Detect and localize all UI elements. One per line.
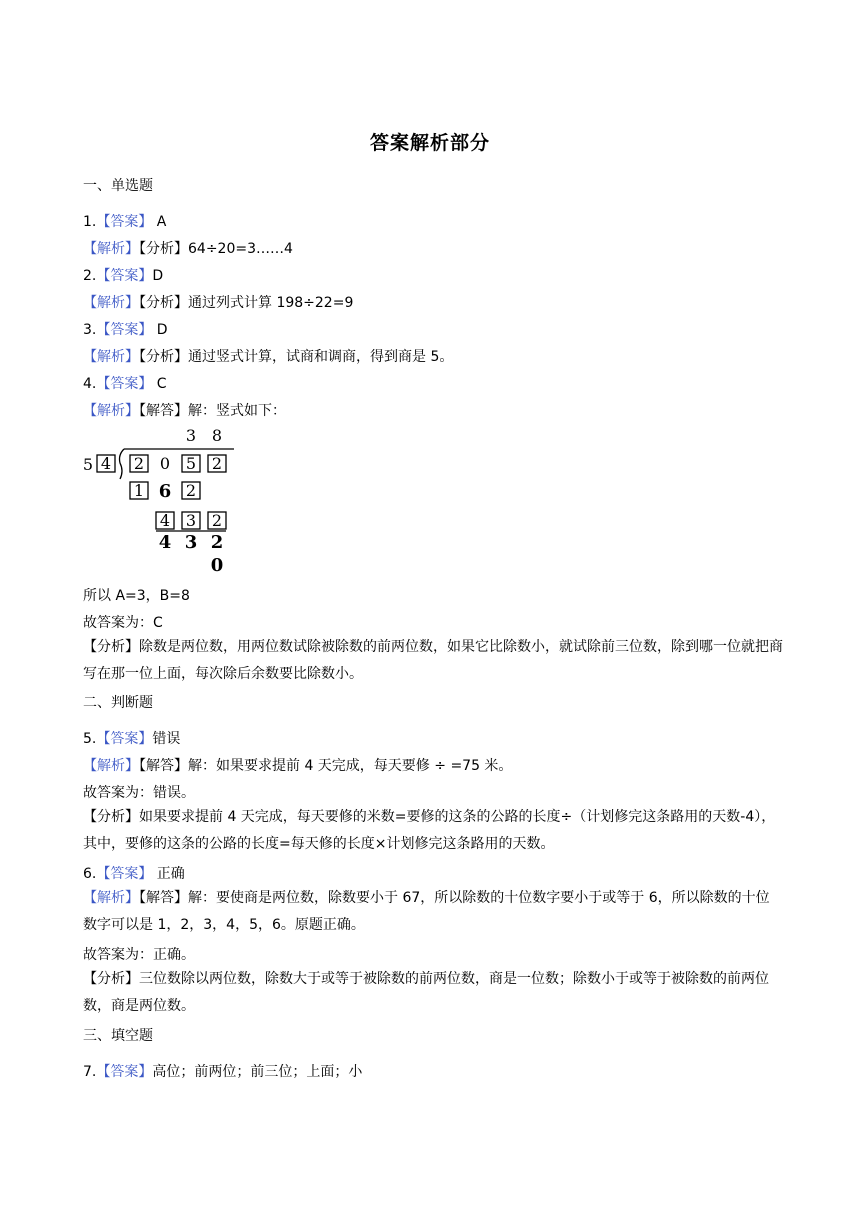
step1-digit: 6 [158, 481, 172, 502]
q4-answer: C [152, 376, 167, 392]
q3-number: 3. [83, 322, 97, 338]
step3-digit: 3 [184, 532, 198, 553]
quotient-digit: 8 [211, 426, 223, 445]
step2-digit: 4 [159, 511, 171, 530]
q6-explain-text: 解：要使商是两位数，除数要小于 67，所以除数的十位数字要小于或等于 6，所以除数的十位数字可以是 1，2，3，4，5，6。原题正确。 [83, 890, 770, 933]
explain-tag: 【解析】 [83, 890, 139, 906]
answer-tag: 【答案】 [96, 322, 153, 338]
divisor-digit: 5 [82, 455, 94, 474]
q5-explain-line [83, 756, 783, 776]
step2-digit: 3 [185, 511, 197, 530]
explain-tag: 【解析】 [83, 349, 139, 365]
q3-answer-line [83, 320, 783, 340]
q5-analysis [83, 804, 783, 858]
q2-explain-text: 通过列式计算 198÷22=9 [188, 295, 354, 311]
analysis-tag: 【分析】 [83, 639, 139, 655]
section-heading-1: 一、单选题 [83, 178, 153, 194]
q4-number: 4. [83, 376, 97, 392]
analysis-tag: 【分析】 [83, 971, 139, 987]
q7-answer-line [83, 1062, 783, 1082]
divisor-digit: 4 [100, 454, 112, 473]
step3-digit: 2 [210, 532, 224, 553]
q3-answer: D [152, 322, 168, 338]
q2-number: 2. [83, 268, 97, 284]
solution-tag: 【解答】 [139, 758, 188, 774]
dividend-digit: 5 [185, 454, 197, 473]
remainder-digit: 0 [210, 555, 224, 575]
q6-analysis-text: 三位数除以两位数，除数大于或等于被除数的前两位数，商是一位数；除数小于或等于被除数的前两位数，商是两位数。 [83, 971, 769, 1014]
q3-explain-line [83, 347, 783, 367]
step1-digit: 2 [185, 481, 197, 500]
section-heading-2: 二、判断题 [83, 695, 153, 711]
q2-answer: D [152, 268, 164, 284]
analysis-tag: 【分析】 [83, 809, 139, 825]
q4-explain-text: 解：竖式如下： [188, 403, 286, 419]
q1-answer-line [83, 212, 783, 232]
q4-answer-line [83, 374, 783, 394]
q1-answer: A [152, 214, 167, 230]
q4-result-line: 所以 A=3，B=8 [83, 588, 190, 604]
step1-digit: 1 [133, 481, 145, 500]
q6-explain [83, 885, 783, 939]
q6-answer-line [83, 864, 783, 884]
q2-answer-line [83, 266, 783, 286]
step3-digit: 4 [158, 532, 172, 553]
q5-answer-line [83, 729, 783, 749]
explain-tag: 【解析】 [83, 758, 139, 774]
q6-number: 6. [83, 866, 97, 882]
solution-tag: 【解答】 [139, 403, 188, 419]
q4-analysis-text: 除数是两位数，用两位数试除被除数的前两位数，如果它比除数小，就试除前三位数，除到哪一位就把商写在那一位上面，每次除后余数要比除数小。 [83, 639, 783, 682]
quotient-digit: 3 [185, 426, 197, 445]
q7-answer: 高位；前两位；前三位；上面；小 [152, 1064, 363, 1080]
q5-conclusion-line: 故答案为：错误。 [83, 785, 195, 801]
q1-number: 1. [83, 214, 97, 230]
dividend-digit: 2 [133, 454, 145, 473]
q2-explain-line [83, 293, 783, 313]
answer-tag: 【答案】 [96, 214, 153, 230]
q3-explain-text: 通过竖式计算，试商和调商，得到商是 5。 [188, 349, 454, 365]
q4-explain-line [83, 401, 783, 421]
dividend-digit: 2 [211, 454, 223, 473]
page-title: 答案解析部分 [369, 132, 490, 154]
q5-answer: 错误 [152, 731, 181, 747]
step2-digit: 2 [211, 511, 223, 530]
answer-tag: 【答案】 [96, 866, 153, 882]
solution-tag: 【解答】 [139, 890, 188, 906]
q5-explain-text: 解：如果要求提前 4 天完成，每天要修 ÷ =75 米。 [188, 758, 513, 774]
q4-analysis [83, 634, 783, 688]
section-heading-3: 三、填空题 [83, 1028, 153, 1044]
answer-tag: 【答案】 [96, 1064, 153, 1080]
answer-tag: 【答案】 [96, 731, 153, 747]
q6-analysis [83, 966, 783, 1020]
q5-analysis-text: 如果要求提前 4 天完成，每天要修的米数=要修的这条的公路的长度÷（计划修完这条路用的天数-4），其中，要修的这条的公路的长度=每天修的长度×计划修完这条路用的天数。 [83, 809, 776, 852]
answer-tag: 【答案】 [96, 268, 153, 284]
q5-number: 5. [83, 731, 97, 747]
answer-tag: 【答案】 [96, 376, 153, 392]
dividend-digit: 0 [159, 454, 171, 473]
q1-explain-text: 64÷20=3……4 [188, 241, 293, 257]
q7-number: 7. [83, 1064, 97, 1080]
analysis-tag: 【分析】 [139, 241, 188, 257]
q4-conclusion-line: 故答案为：C [83, 615, 163, 631]
long-division-figure [80, 425, 240, 575]
q6-answer: 正确 [152, 866, 185, 882]
analysis-tag: 【分析】 [139, 295, 188, 311]
explain-tag: 【解析】 [83, 295, 139, 311]
q1-explain-line [83, 239, 783, 259]
explain-tag: 【解析】 [83, 241, 139, 257]
explain-tag: 【解析】 [83, 403, 139, 419]
analysis-tag: 【分析】 [139, 349, 188, 365]
q6-conclusion-line: 故答案为：正确。 [83, 947, 195, 963]
